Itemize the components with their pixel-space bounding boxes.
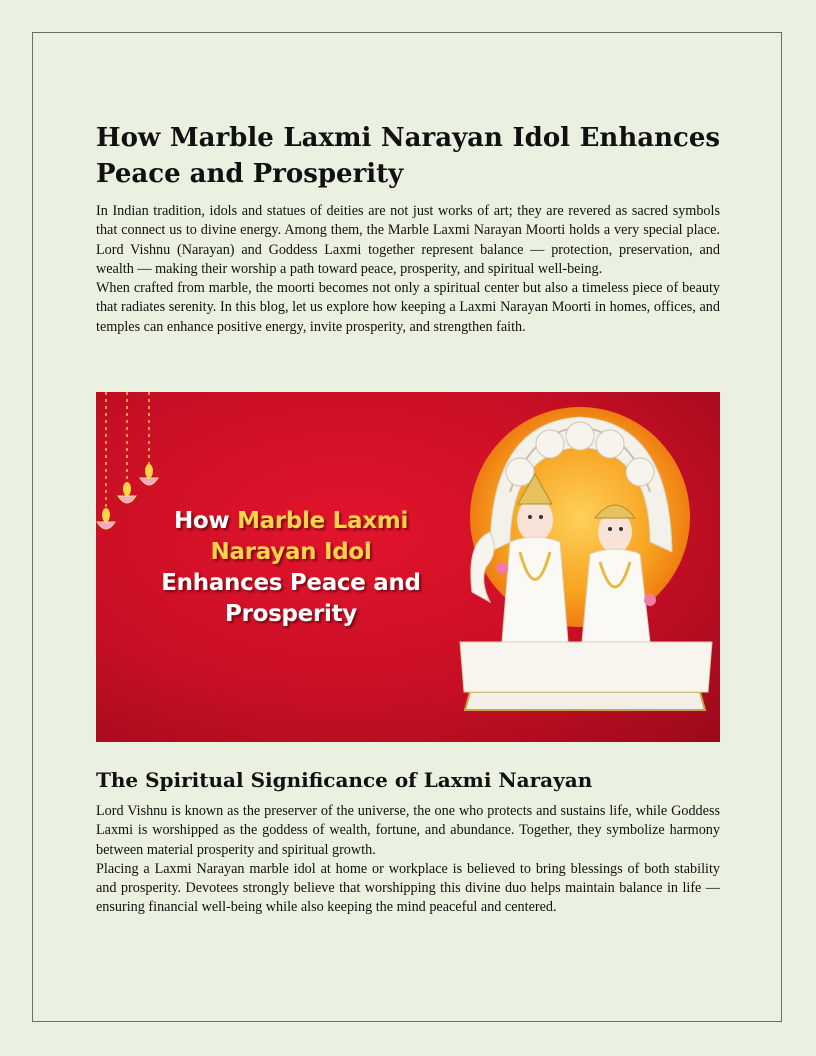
section-paragraph-2: Placing a Laxmi Narayan marble idol at home or workplace is believed to bring blessings of both stability and prosperity. Devotees strongly believe that worshipping this divine duo helps maintain balance in life — ensuring financial well-being while also keeping the mind peaceful and centered.	[96, 860, 720, 916]
hero-banner	[96, 392, 720, 742]
section-significance	[96, 766, 720, 918]
banner-highlight-2: Narayan Idol	[210, 539, 372, 565]
intro-paragraph-2: When crafted from marble, the moorti becomes not only a spiritual center but also a timeless piece of beauty that radiates serenity. In this blog, let us explore how keeping a Laxmi Narayan Moorti in homes, offices, and temples can enhance positive energy, invite prosperity, and strengthen faith.	[96, 280, 720, 335]
banner-highlight-1: Marble Laxmi	[237, 508, 409, 534]
banner-line-3: Enhances Peace and	[161, 570, 421, 596]
banner-word-how: How	[173, 508, 230, 534]
article-intro	[96, 120, 720, 337]
page-title: How Marble Laxmi Narayan Idol Enhances Peace and Prosperity	[96, 123, 720, 189]
banner-line-4: Prosperity	[225, 601, 357, 627]
intro-paragraph-1: In Indian tradition, idols and statues of deities are not just works of art; they are revered as sacred symbols that connect us to divine energy. Among them, the Marble Laxmi Narayan Moorti holds a very special place. Lord Vishnu (Narayan) and Goddess Laxmi together represent balance — protection, preservation, and wealth — making their worship a path toward peace, prosperity, and spiritual well-being.	[96, 203, 720, 277]
section-paragraph-1: Lord Vishnu is known as the preserver of the universe, the one who protects and sustains life, while Goddess Laxmi is worshipped as the goddess of wealth, fortune, and abundance. Together, they symbolize harmony between material prosperity and spiritual growth.	[96, 803, 720, 858]
section-heading: The Spiritual Significance of Laxmi Narayan	[96, 768, 593, 792]
banner-headline	[146, 506, 436, 630]
laxmi-narayan-idol-image	[450, 392, 720, 742]
